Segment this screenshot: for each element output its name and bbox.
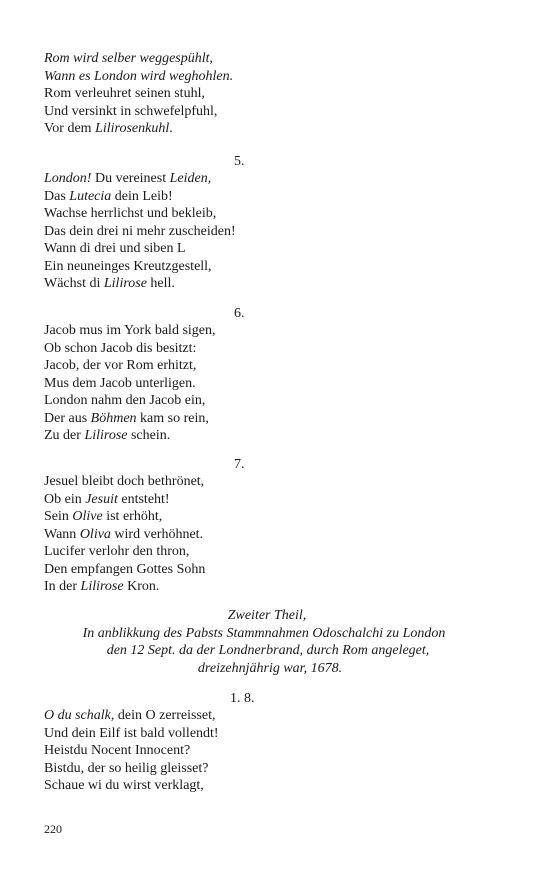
verse-text: Wächst di [44,276,104,291]
verse-text-italic: Rom wird selber weggespühlt, [44,51,214,66]
verse-text: Jesuel bleibt doch bethrönet, [44,474,205,489]
verse-text: Wachse herrlichst und bekleib, [44,206,217,221]
verse-line [44,120,464,138]
verse-text: Ein neuneinges Kreutzgestell, [44,258,212,274]
stanza-number-5: 5. [234,154,245,169]
verse-text: Vor dem [44,121,96,136]
verse-text-italic: Jesuit [85,491,118,507]
verse-text: wird verhöhnet. [110,526,204,542]
stanza-number-6: 6. [234,306,245,321]
verse-line [44,240,464,258]
verse-text-italic: Olive [72,509,103,524]
verse-line [44,392,464,410]
verse-text: Sein [44,509,73,524]
verse-text-italic: Wann es London wird weghohlen. [44,68,234,84]
verse-text-italic: Lutecia [69,188,112,204]
verse-text: Und versinkt in schwefelpfuhl, [44,103,218,119]
verse-text: entsteht! [117,491,170,507]
verse-text-italic: O du schalk, [44,708,115,723]
verse-line [44,578,464,596]
verse-text: Wann di drei und siben L [44,241,186,256]
verse-text: Ob ein [44,491,86,507]
stanza-number-8: 1. 8. [230,691,255,706]
verse-text: Und dein Eilf ist bald vollendt! [44,725,219,741]
verse-text: Der aus [44,410,91,426]
verse-line [44,508,464,526]
verse-line [44,223,464,241]
verse-line [44,561,464,579]
verse-line [44,742,464,760]
verse-text: Lucifer verlohr den thron, [44,544,190,559]
verse-line [44,103,464,121]
verse-line [44,777,464,795]
verse-line [44,725,464,743]
verse-line [44,375,464,393]
verse-text: Ob schon Jacob dis besitzt: [44,340,197,356]
stanza-7 [44,473,464,596]
verse-text-italic: Lilirose [84,428,128,443]
verse-text-italic: Böhmen [90,410,137,426]
verse-text: Schaue wi du wirst verklagt, [44,778,204,793]
stanza-intro [44,50,464,138]
page-number: 220 [44,822,62,836]
verse-text: Mus dem Jacob unterligen. [44,375,196,391]
verse-line [44,205,464,223]
verse-text-italic: Lilirose [103,276,147,291]
verse-line [44,275,464,293]
verse-text-italic: Oliva [79,526,111,542]
verse-line [44,258,464,276]
verse-text: Wann [44,526,80,542]
stanza-6 [44,322,464,445]
verse-line [44,760,464,778]
verse-text: Kron. [123,579,160,594]
verse-text: ist erhöht, [102,509,163,524]
verse-text: . [169,121,173,136]
section-subtitle-line: dreizehnjährig war, 1678. [197,660,343,676]
stanza-8 [44,707,464,795]
verse-line [44,322,464,340]
verse-line [44,707,464,725]
verse-text-italic: London! [44,171,92,186]
stanza-5 [44,170,464,293]
verse-line [44,357,464,375]
verse-text: London nahm den Jacob ein, [44,393,206,408]
verse-text: Heistdu Nocent Innocent? [44,743,191,758]
verse-text: Zu der [44,428,85,443]
verse-text: Jacob mus im York bald sigen, [44,323,216,338]
verse-text-italic: Lilirose [80,579,124,594]
verse-text: In der [44,579,81,594]
verse-line [44,170,464,188]
section-title: Zweiter Theil, [227,608,307,623]
verse-line [44,85,464,103]
verse-text: Du vereinest [91,171,170,186]
section-heading [44,607,484,677]
verse-text-italic: Leiden, [169,171,212,186]
section-subtitle-line: den 12 Sept. da der Londnerbrand, durch Rom angeleget, [106,643,430,658]
verse-text: Bistdu, der so heilig gleisset? [44,760,209,776]
verse-line [44,50,464,68]
verse-line [44,68,464,86]
verse-text: Den empfangen Gottes Sohn [44,561,206,577]
verse-line [44,526,464,544]
verse-text: schein. [127,428,171,443]
verse-line [44,473,464,491]
verse-text: dein O zerreisset, [114,708,216,723]
verse-text: Jacob, der vor Rom erhitzt, [44,358,197,373]
verse-text: Rom verleuhret seinen stuhl, [44,86,205,101]
verse-text: Das dein drei ni mehr zuscheiden! [44,223,236,239]
verse-text-italic: Lilirosenkuhl [95,121,170,136]
verse-line [44,340,464,358]
verse-text: Das [44,188,70,204]
verse-text: dein Leib! [111,188,173,204]
verse-line [44,188,464,206]
verse-line [44,491,464,509]
verse-text: hell. [146,276,175,291]
verse-line [44,543,464,561]
verse-line [44,410,464,428]
section-subtitle-line: In anblikkung des Pabsts Stammnahmen Odoschalchi zu London [82,625,446,641]
stanza-number-7: 7. [234,457,245,472]
verse-line [44,427,464,445]
verse-text: kam so rein, [136,410,209,426]
